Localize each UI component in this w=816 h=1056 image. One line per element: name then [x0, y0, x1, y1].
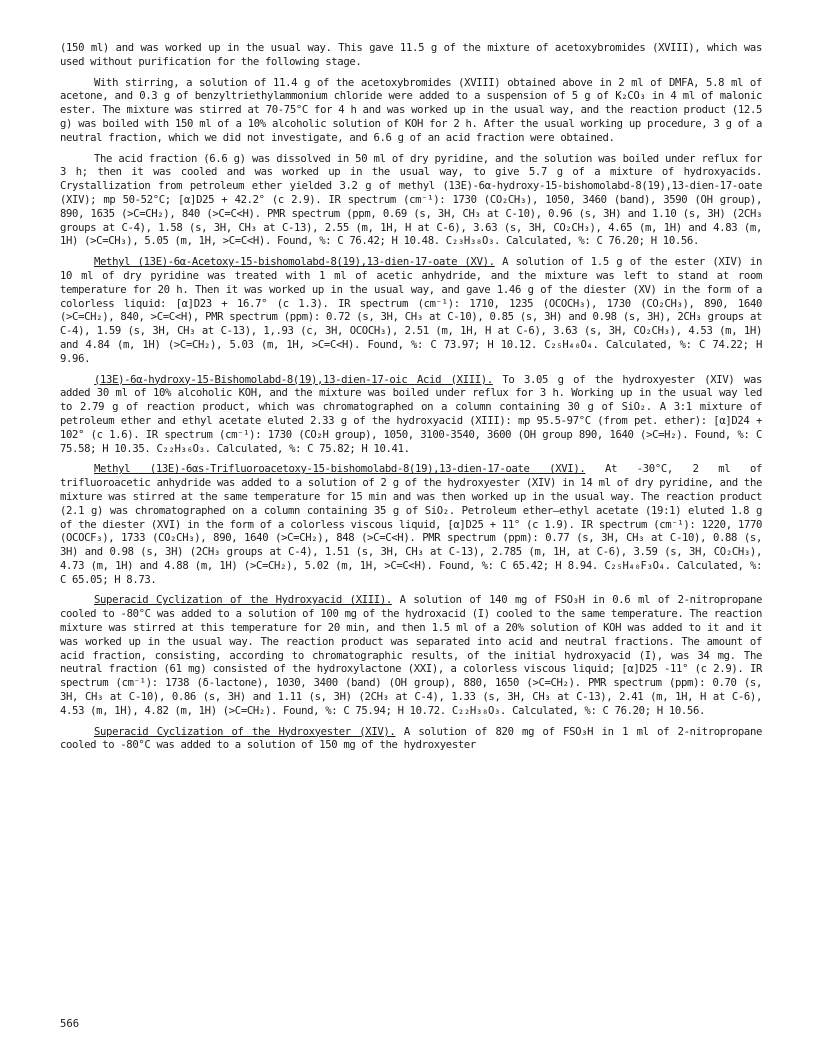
paragraph-4	[60, 256, 762, 366]
paragraph-text: A solution of 820 mg of FSO₃H in 1 ml of 2-nitropropane cooled to -80°C was added to a solution of 150 mg of the hydroxyester	[60, 725, 763, 752]
section-heading: Superacid Cyclization of the Hydroxyacid (XIII).	[94, 594, 392, 607]
paragraph-text: A solution of 1.5 g of the ester (XIV) in 10 ml of dry pyridine was treated with 1 ml of acetic anhydride, and the mixture was left to stand at room temperature for 20 h. Then it was worked up in the usual way, and gave 1.46 g of the diester (XV) in the form of a colorless liquid: [α]D23 + 16.7° (c 1.3). IR spectrum (cm⁻¹): 1710, 1235 (OCOCH₃), 1730 (CO₂CH₃), 890, 1640 (>C=CH₂), 840, >C=C<H), PMR spectrum (ppm): 0.72 (s, 3H, CH₃ at C-10), 0.85 (s, 3H) and 0.98 (s, 3H), 2CH₃ groups at C-4), 1.59 (s, 3H, CH₃ at C-13), 1,.93 (c, 3H, OCOCH₃), 2.51 (m, 1H, H at C-6), 3.63 (s, 3H, CO₂CH₃), 4.53 (m, 1H) and 4.84 (m, 1H) (>C=CH₂), 5.03 (m, 1H, >C=C<H). Found, %: C 73.97; H 10.12. C₂₅H₄₀O₄. Calculated, %: C 74.22; H 9.96.	[60, 256, 762, 365]
paragraph-6	[60, 463, 762, 587]
paragraph-text: A solution of 140 mg of FSO₃H in 0.6 ml of 2-nitropropane cooled to -80°C was added to a solution of 100 mg of the hydroxacid (I) cooled to the same temperature. The reaction mixture was stirred at this temperature for 20 min, and then 1.5 ml of a 20% solution of KOH was added to it and it was worked up in the usual way. The reaction product was separated into acid and neutral fractions. The amount of acid fraction, consisting, according to chromatographic results, of the initial hydroxyacid (I), was 34 mg. The neutral fraction (61 mg) consisted of the hydroxylactone (XXI), a colorless viscous liquid; [α]D25 -11° (c 2.9). IR spectrum (cm⁻¹): 1738 (δ-lactone), 1030, 3400 (band) (OH group), 880, 1650 (>C=CH₂). PMR spectrum (ppm): 0.70 (s, 3H, CH₃ at C-10), 0.86 (s, 3H) and 1.11 (s, 3H) (2CH₃ at C-4), 1.33 (s, 3H, CH₃ at C-13), 2.41 (m, 1H, H at C-6), 4.53 (m, 1H), 4.82 (m, 1H) (>C=CH₂). Found, %: C 75.94; H 10.72. C₂₂H₃₈O₃. Calculated, %: C 76.20; H 10.56.	[60, 594, 763, 717]
paragraph-3	[60, 153, 762, 250]
paragraph-text: With stirring, a solution of 11.4 g of the acetoxybromides (XVIII) obtained above in 2 ml of DMFA, 5.8 ml of acetone, and 0.3 g of benzyltriethylammonium chloride were added to a suspension of 5 g of K₂CO₃ in 4 ml of malonic ester. The mixture was stirred at 70-75°C for 4 h and was worked up in the usual way, and the reaction product (12.5 g) was boiled with 150 ml of a 10% alcoholic solution of KOH for 2 h. After the usual working up procedure, 3 g of a neutral fraction, which we did not investigate, and 6.6 g of an acid fraction were obtained.	[60, 76, 762, 144]
section-heading: Methyl (13E)-6αs-Trifluoroacetoxy-15-bishomolabd-8(19),13-dien-17-oate (XVI).	[94, 463, 586, 476]
body-text	[60, 42, 762, 760]
paragraph-7	[60, 594, 762, 718]
section-heading: Methyl (13E)-6α-Acetoxy-15-bishomolabd-8(19),13-dien-17-oate (XV).	[94, 256, 495, 269]
paragraph-5	[60, 374, 762, 457]
paragraph-text: (150 ml) and was worked up in the usual way. This gave 11.5 g of the mixture of acetoxybromides (XVIII), which was used without purification for the following stage.	[60, 42, 762, 68]
section-heading: (13E)-6α-hydroxy-15-Bishomolabd-8(19),13-dien-17-oic Acid (XIII).	[94, 373, 493, 386]
paragraph-2	[60, 77, 762, 146]
paragraph-8	[60, 726, 762, 754]
paragraph-text: At -30°C, 2 ml of trifluoroacetic anhydride was added to a solution of 2 g of the hydroxyester (XIV) in 14 ml of dry pyridine, and the mixture was stirred at the same temperature for 15 min and was then worked up in the usual way. The reaction product (2.1 g) was chromatographed on a column containing 35 g of SiO₂. Petroleum ether—ethyl acetate (19:1) eluted 1.8 g of the diester (XVI) in the form of a colorless viscous liquid, [α]D25 + 11° (c 1.9). IR spectrum (cm⁻¹): 1220, 1770 (OCOCF₃), 1733 (CO₂CH₃), 890, 1640 (>C=CH₂), 848 (>C=C<H). PMR spectrum (ppm): 0.77 (s, 3H, CH₃ at C-10), 0.88 (s, 3H) and 0.98 (s, 3H) (2CH₃ groups at C-4), 1.51 (s, 3H, CH₃ at C-13), 2.785 (m, 1H, at C-6), 3.59 (s, 3H, CO₂CH₃), 4.73 (m, 1H) and 4.88 (m, 1H) (>C=CH₂), 5.02 (m, 1H, >C=C<H). Found, %: C 65.42; H 8.94. C₂₅H₄₀F₃O₄. Calculated, %: C 65.05; H 8.73.	[60, 463, 763, 586]
paragraph-1	[60, 42, 762, 70]
paragraph-text: The acid fraction (6.6 g) was dissolved in 50 ml of dry pyridine, and the solution was boiled under reflux for 3 h; then it was cooled and was worked up in the usual way, to give 5.7 g of a mixture of hydroxyacids. Crystallization from petroleum ether yielded 3.2 g of methyl (13E)-6α-hydroxy-15-bishomolabd-8(19),13-dien-17-oate (XIV); mp 50-52°C; [α]D25 + 42.2° (c 2.9). IR spectrum (cm⁻¹): 1730 (CO₂CH₃), 1050, 3460 (band), 3590 (OH group), 890, 1635 (>C=CH₂), 840 (>C=C<H). PMR spectrum (ppm, 0.69 (s, 3H, CH₃ at C-10), 0.96 (s, 3H) and 1.10 (s, 3H) (2CH₃ groups at C-4), 1.58 (s, 3H, CH₃ at C-13), 2.55 (m, 1H, H at C-6), 3.63 (s, 3H, CO₂CH₃), 4.65 (m, 1H) and 4.83 (m, 1H) (>C=CH₃), 5.05 (m, 1H, >C=C<H). Found, %: C 76.42; H 10.48. C₂₃H₃₈O₃. Calculated, %: C 76.20; H 10.56.	[60, 152, 762, 248]
paragraph-text: To 3.05 g of the hydroxyester (XIV) was added 30 ml of 10% alcoholic KOH, and the mixture was boiled under reflux for 3 h. Working up in the usual way led to 2.79 g of reaction product, which was chromatographed on a column containing 30 g of SiO₂. A 3:1 mixture of petroleum ether and ethyl acetate eluted 2.33 g of the hydroxyacid (XIII): mp 95.5-97°C (from pet. ether): [α]D24 + 102° (c 1.6). IR spectrum (cm⁻¹): 1730 (CO₂H group), 1050, 3100-3540, 3600 (OH group 890, 1640 (>C=H₂). Found, %: C 75.58; H 10.35. C₂₂H₃₆O₃. Calculated, %: C 75.82; H 10.41.	[60, 373, 763, 455]
page-number: 566	[60, 1018, 80, 1030]
section-heading: Superacid Cyclization of the Hydroxyester (XIV).	[94, 725, 396, 738]
